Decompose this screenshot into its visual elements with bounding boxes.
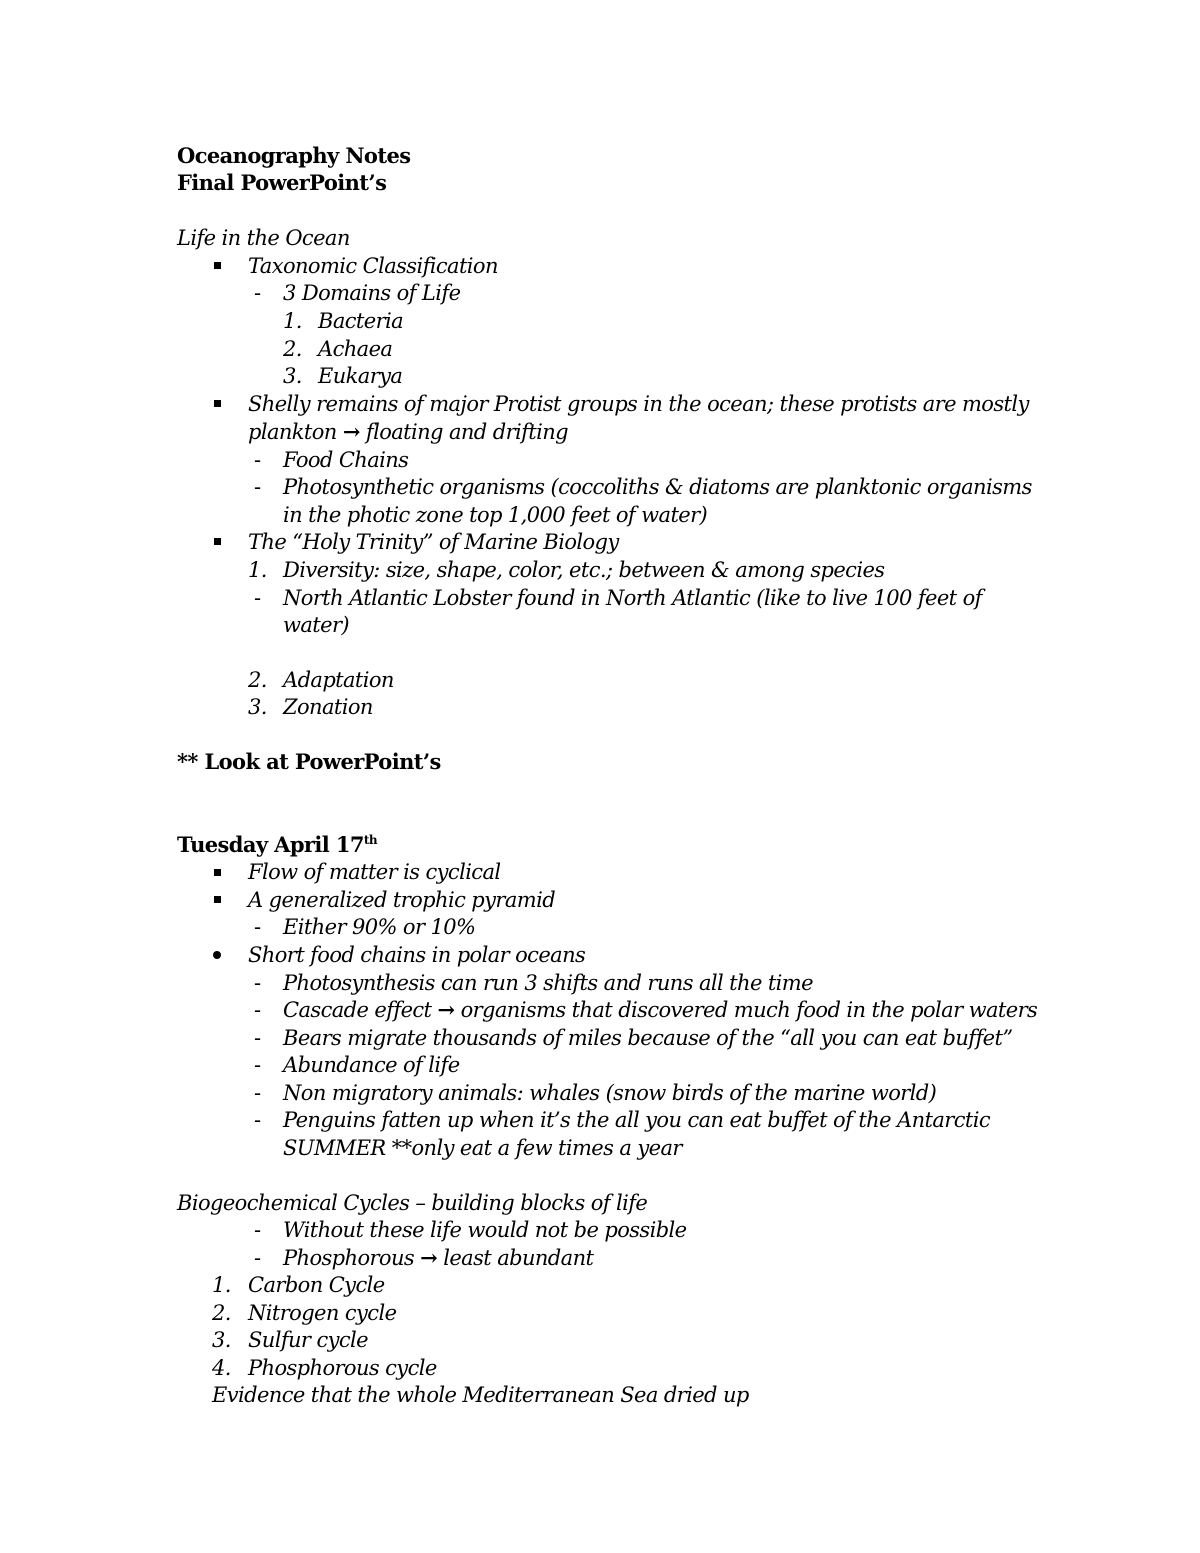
lobster-line-2: water) <box>283 613 349 637</box>
dash-bullet: - <box>254 1053 262 1077</box>
dash-bullet: - <box>254 1246 262 1270</box>
trinity-zonation: Zonation <box>283 695 373 719</box>
dash-bullet: - <box>254 475 262 499</box>
square-bullet-icon <box>214 896 221 903</box>
trophic-pyramid: A generalized trophic pyramid <box>248 888 556 912</box>
taxonomy-label: Taxonomic Classification <box>248 254 498 278</box>
list-item-number: 3. <box>212 1328 231 1352</box>
trinity-diversity: Diversity: size, shape, color, etc.; between & among species <box>283 558 885 582</box>
document-title: Oceanography Notes <box>177 143 411 168</box>
phosphorous-label: Phosphorous <box>283 1246 415 1270</box>
least-abundant: least abundant <box>443 1246 594 1270</box>
document-subtitle: Final PowerPoint’s <box>177 170 387 195</box>
bears-migrate: Bears migrate thousands of miles because of the “all you can eat buffet” <box>283 1026 1013 1050</box>
list-item: Sulfur cycle <box>248 1328 368 1352</box>
biogeochemical-heading: Biogeochemical Cycles – building blocks of life <box>177 1191 648 1215</box>
shelly-line-2 <box>248 418 568 446</box>
without-these: Without these life would not be possible <box>283 1218 687 1242</box>
square-bullet-icon <box>214 262 221 269</box>
dash-bullet: - <box>254 998 262 1022</box>
domains-label: 3 Domains of Life <box>283 281 461 305</box>
round-bullet-icon <box>213 951 221 959</box>
date-superscript: th <box>363 833 377 847</box>
dash-bullet: - <box>254 448 262 472</box>
flow-of-matter: Flow of matter is cyclical <box>248 860 501 884</box>
short-food-chains: Short food chains in polar oceans <box>248 943 586 967</box>
square-bullet-icon <box>214 538 221 545</box>
list-item-number: 2. <box>248 668 267 692</box>
list-item: Bacteria <box>318 309 404 333</box>
list-item-number: 2. <box>283 337 302 361</box>
trinity-label: The “Holy Trinity” of Marine Biology <box>248 530 619 554</box>
list-item-number: 1. <box>248 558 267 582</box>
cascade-effect <box>283 996 1037 1024</box>
date-heading <box>177 831 377 859</box>
list-item-number: 4. <box>212 1356 231 1380</box>
square-bullet-icon <box>214 400 221 407</box>
penguins-line-2: SUMMER **only eat a few times a year <box>283 1136 682 1160</box>
photosynthesis-shifts: Photosynthesis can run 3 shifts and runs all the time <box>283 971 813 995</box>
dash-bullet: - <box>254 1026 262 1050</box>
dash-bullet: - <box>254 1108 262 1132</box>
cascade-label: Cascade effect <box>283 998 432 1022</box>
dash-bullet: - <box>254 1081 262 1105</box>
penguins-line-1: Penguins fatten up when it’s the all you can eat buffet of the Antarctic <box>283 1108 990 1132</box>
trinity-adaptation: Adaptation <box>283 668 394 692</box>
dash-bullet: - <box>254 915 262 939</box>
abundance-of-life: Abundance of life <box>283 1053 460 1077</box>
dash-bullet: - <box>254 281 262 305</box>
list-item-number: 1. <box>212 1273 231 1297</box>
shelly-line-1: Shelly remains of major Protist groups in the ocean; these protists are mostly <box>248 392 1029 416</box>
date-main: Tuesday April 17 <box>177 832 364 857</box>
square-bullet-icon <box>214 869 221 876</box>
dash-bullet: - <box>254 1218 262 1242</box>
list-item-number: 3. <box>283 364 302 388</box>
list-item: Achaea <box>318 337 393 361</box>
cascade-detail: organisms that discovered much food in the polar waters <box>460 998 1038 1022</box>
section-heading-life-in-ocean: Life in the Ocean <box>177 226 350 250</box>
right-arrow-icon: → <box>342 419 360 444</box>
right-arrow-icon: → <box>437 997 455 1022</box>
list-item: Nitrogen cycle <box>248 1301 397 1325</box>
phosphorous-line <box>283 1244 593 1272</box>
dash-bullet: - <box>254 971 262 995</box>
look-at-powerpoints: ** Look at PowerPoint’s <box>177 749 441 774</box>
list-item: Carbon Cycle <box>248 1273 385 1297</box>
dash-bullet: - <box>254 586 262 610</box>
shelly-floating: floating and drifting <box>365 420 569 444</box>
either-percent: Either 90% or 10% <box>283 915 476 939</box>
food-chains: Food Chains <box>283 448 409 472</box>
list-item: Phosphorous cycle <box>248 1356 437 1380</box>
list-item: Eukarya <box>318 364 403 388</box>
list-item-number: 3. <box>248 695 267 719</box>
photosynthetic-line-1: Photosynthetic organisms (coccoliths & diatoms are planktonic organisms <box>283 475 1032 499</box>
lobster-line-1: North Atlantic Lobster found in North Atlantic (like to live 100 feet of <box>283 586 982 610</box>
photosynthetic-line-2: in the photic zone top 1,000 feet of water) <box>283 503 708 527</box>
list-item-number: 2. <box>212 1301 231 1325</box>
shelly-plankton: plankton <box>248 420 337 444</box>
list-item-number: 1. <box>283 309 302 333</box>
right-arrow-icon: → <box>420 1245 438 1270</box>
non-migratory: Non migratory animals: whales (snow birds of the marine world) <box>283 1081 937 1105</box>
mediterranean-evidence: Evidence that the whole Mediterranean Sea dried up <box>212 1383 749 1407</box>
